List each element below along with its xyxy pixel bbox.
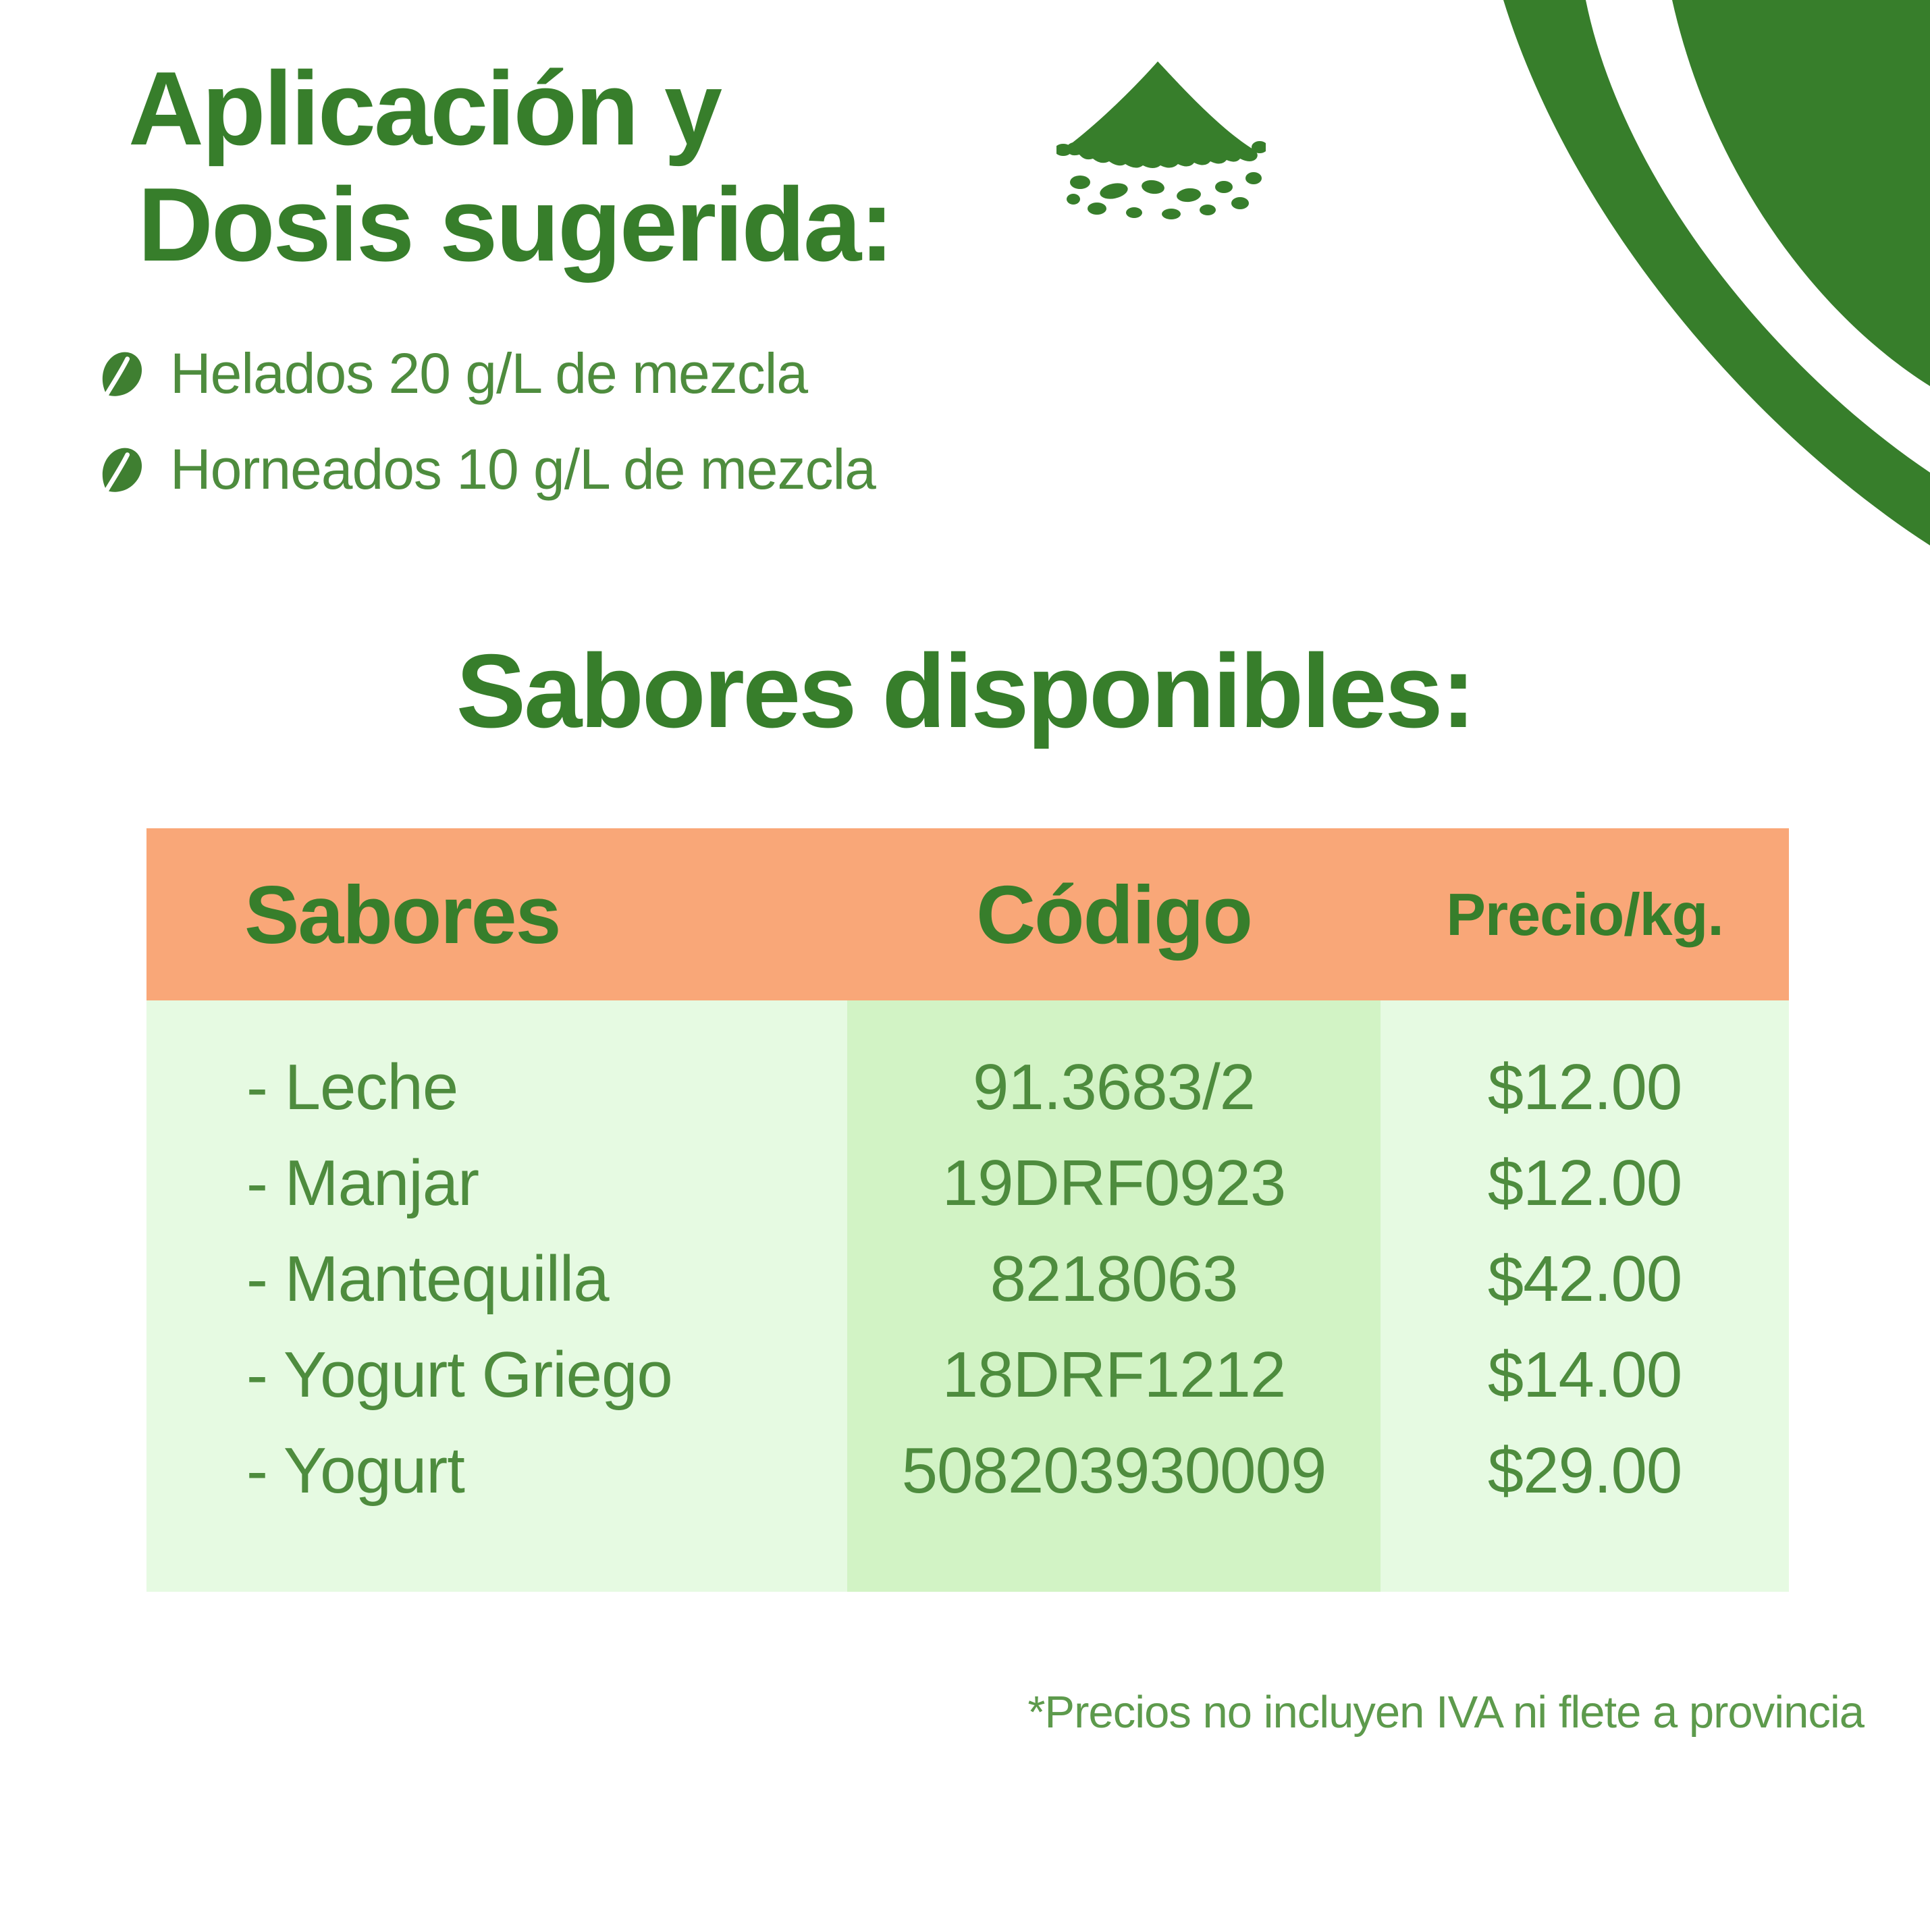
- flavor-cell: - Yogurt Griego: [146, 1327, 847, 1423]
- dosage-item-horneados: [99, 439, 876, 500]
- table-row: [146, 1423, 1789, 1519]
- code-cell: 508203930009: [847, 1423, 1381, 1519]
- flavor-cell: - Mantequilla: [146, 1231, 847, 1327]
- flavor-cell: - Leche: [146, 1040, 847, 1135]
- table-row: [146, 1040, 1789, 1135]
- table-filler-row: [146, 1519, 1789, 1592]
- price-disclaimer: *Precios no incluyen IVA ni flete a provincia: [1027, 1687, 1864, 1738]
- column-header-sabores: Sabores: [244, 868, 560, 961]
- dosage-item-label: Horneados 10 g/L de mezcla: [170, 437, 876, 501]
- page-title-line2: Dosis sugerida:: [138, 166, 892, 283]
- leaf-icon: [99, 446, 143, 493]
- table-body: [146, 1000, 1789, 1592]
- price-cell: $14.00: [1381, 1327, 1789, 1423]
- page-title: [128, 51, 892, 283]
- code-cell: 18DRF1212: [847, 1327, 1381, 1423]
- page-title-line1: Aplicación y: [128, 50, 721, 167]
- table-header-row: [146, 828, 1789, 1000]
- flavors-table: [146, 828, 1789, 1592]
- price-cell: $12.00: [1381, 1040, 1789, 1135]
- flavors-heading: Sabores disponibles:: [456, 633, 1474, 749]
- table-row: [146, 1135, 1789, 1231]
- corner-swoosh-decoration: [1484, 0, 1930, 587]
- code-cell: 8218063: [847, 1231, 1381, 1327]
- flavor-cell: - Manjar: [146, 1135, 847, 1231]
- dosage-item-helados: [99, 343, 807, 404]
- table-row: [146, 1327, 1789, 1423]
- code-cell: 91.3683/2: [847, 1040, 1381, 1135]
- table-spacer-row: [146, 1000, 1789, 1040]
- powder-pile-icon: [1056, 57, 1266, 223]
- price-cell: $12.00: [1381, 1135, 1789, 1231]
- flavor-cell: - Yogurt: [146, 1423, 847, 1519]
- table-row: [146, 1231, 1789, 1327]
- column-header-codigo: Código: [975, 868, 1252, 961]
- leaf-icon: [99, 350, 143, 397]
- column-header-precio: Precio/kg.: [1446, 880, 1723, 948]
- price-cell: $29.00: [1381, 1423, 1789, 1519]
- code-cell: 19DRF0923: [847, 1135, 1381, 1231]
- price-cell: $42.00: [1381, 1231, 1789, 1327]
- dosage-item-label: Helados 20 g/L de mezcla: [170, 341, 808, 405]
